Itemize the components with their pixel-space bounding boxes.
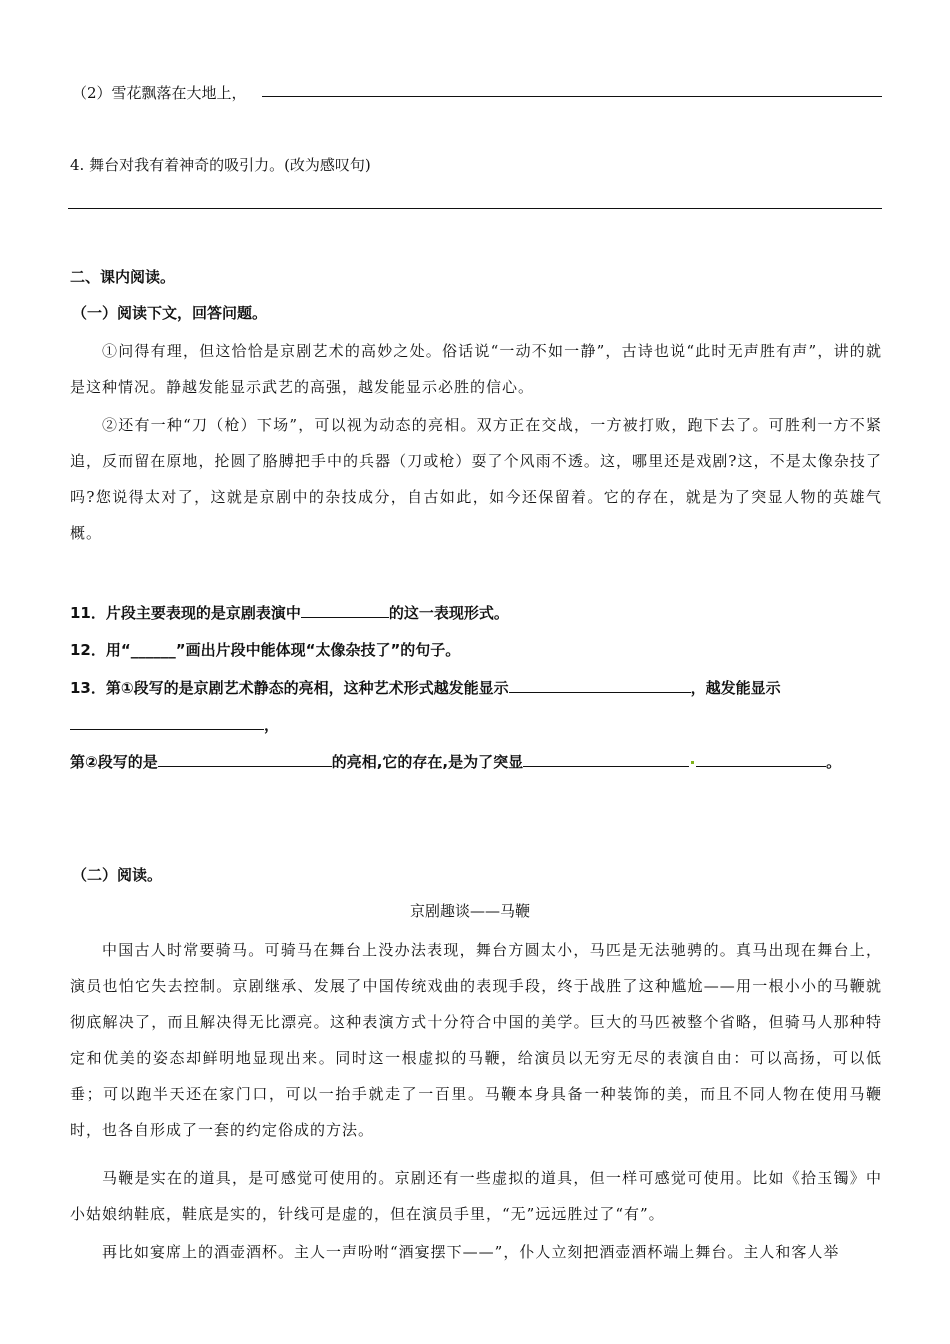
answer-blank-q13-4[interactable]	[523, 752, 689, 767]
part-1-title: （一）阅读下文，回答问题。	[72, 304, 268, 322]
question-13-line-1	[70, 677, 781, 698]
question-4: 4. 舞台对我有着神奇的吸引力。(改为感叹句)	[70, 156, 371, 174]
passage-2-title: 京剧趣谈——马鞭	[410, 902, 531, 920]
question-13-text-mid: ，越发能显示	[690, 679, 781, 697]
underline-mark: ______	[130, 641, 176, 659]
answer-line-q4[interactable]	[68, 208, 882, 209]
passage-1-paragraph-2-text: ②还有一种“刀（枪）下场”，可以视为动态的亮相。双方正在交战，一方被打败，跑下去了。可胜利一方不紧追，反而留在原地，抡圆了胳膊把手中的兵器（刀或枪）耍了个风雨不透。这，哪里还是戏剧?这，不是太像杂技了吗?您说得太对了，这就是京剧中的杂技成分，自古如此，如今还保留着。它的存在，就是为了突显人物的英雄气概。	[70, 416, 882, 542]
answer-blank-q13-5[interactable]	[696, 752, 826, 767]
question-11	[70, 602, 509, 623]
question-13-line-2	[70, 714, 279, 735]
answer-blank-q13-3[interactable]	[158, 752, 332, 767]
question-13-line-3	[70, 751, 841, 772]
question-12-text: 12．用“	[70, 641, 131, 659]
answer-line-q2[interactable]	[262, 96, 882, 97]
passage-2-paragraph-2	[70, 1160, 882, 1232]
passage-1-paragraph-2	[70, 407, 882, 551]
question-13-comma: ，	[264, 716, 280, 734]
question-11-text: 11．片段主要表现的是京剧表演中	[70, 604, 301, 622]
answer-blank-q13-2[interactable]	[70, 715, 264, 730]
passage-2-paragraph-1	[70, 932, 882, 1148]
question-13-line-3-mid: 的亮相,它的存在,是为了突显	[331, 753, 524, 771]
question-13-text: 13．第①段写的是京剧艺术静态的亮相，这种艺术形式越发能显示	[70, 679, 509, 697]
question-12-text-end: ”画出片段中能体现“太像杂技了”的句子。	[175, 641, 461, 659]
passage-2-paragraph-3	[70, 1234, 882, 1270]
question-13-period: 。	[826, 753, 842, 771]
passage-2-paragraph-1-text: 中国古人时常要骑马。可骑马在舞台上没办法表现，舞台方圆太小，马匹是无法驰骋的。真马出现在舞台上，演员也怕它失去控制。京剧继承、发展了中国传统戏曲的表现手段，终于战胜了这种尴尬——用一根小小的马鞭就彻底解决了，而且解决得无比漂亮。这种表演方式十分符合中国的美学。巨大的马匹被整个省略，但骑马人那种特定和优美的姿态却鲜明地显现出来。同时这一根虚拟的马鞭，给演员以无穷无尽的表演自由：可以高扬，可以低垂；可以跑半天还在家门口，可以一抬手就走了一百里。马鞭本身具备一种装饰的美，而且不同人物在使用马鞭时，也各自形成了一套的约定俗成的方法。	[70, 941, 882, 1139]
passage-1-paragraph-1	[70, 333, 882, 405]
section-2-title: 二、课内阅读。	[70, 268, 176, 286]
part-2-title: （二）阅读。	[72, 866, 163, 884]
question-2-label: （2）雪花飘落在大地上，	[72, 84, 247, 102]
passage-2-paragraph-3-text: 再比如宴席上的酒壶酒杯。主人一声吩咐“酒宴摆下——”，仆人立刻把酒壶酒杯端上舞台。主人和客人举	[102, 1243, 840, 1261]
passage-1-paragraph-1-text: ①问得有理，但这恰恰是京剧艺术的高妙之处。俗话说“一动不如一静”，古诗也说“此时无声胜有声”，讲的就是这种情况。静越发能显示武艺的高强，越发能显示必胜的信心。	[70, 342, 882, 396]
question-12	[70, 639, 460, 660]
answer-blank-q13-1[interactable]	[509, 678, 691, 693]
green-dot-mark	[691, 761, 694, 764]
answer-blank-q11[interactable]	[301, 603, 389, 618]
passage-2-paragraph-2-text: 马鞭是实在的道具，是可感觉可使用的。京剧还有一些虚拟的道具，但一样可感觉可使用。比如《拾玉镯》中小姑娘纳鞋底，鞋底是实的，针线可是虚的，但在演员手里，“无”远远胜过了“有”。	[70, 1169, 882, 1223]
question-11-text-end: 的这一表现形式。	[388, 604, 509, 622]
question-13-line-3-text: 第②段写的是	[70, 753, 158, 771]
